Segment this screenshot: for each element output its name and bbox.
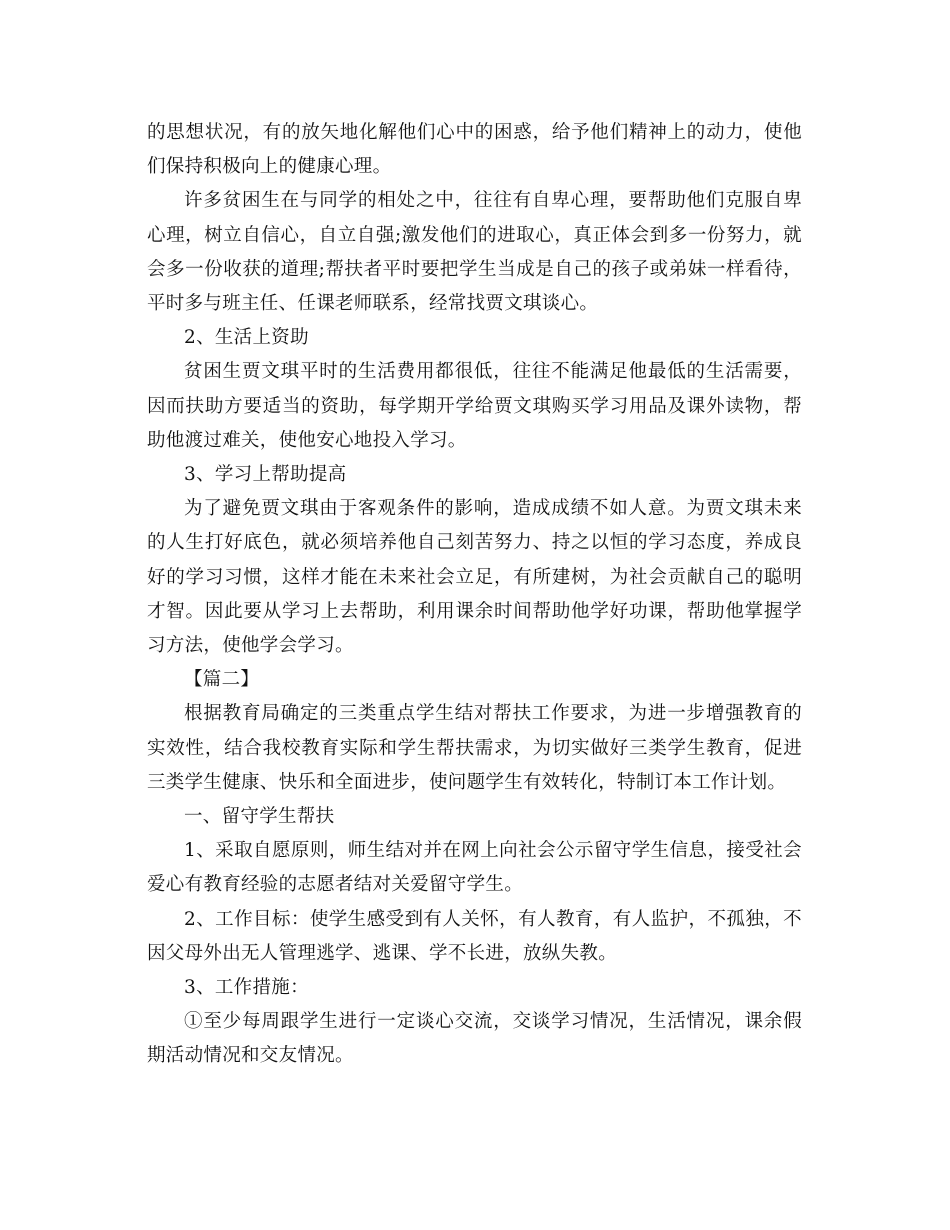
- heading-work-measures: 3、工作措施：: [184, 977, 309, 999]
- document-body: [147, 116, 802, 1074]
- paragraph-work-goal: 2、工作目标：使学生感受到有人关怀，有人教育，有人监护，不孤独，不因父母外出无人管理逃学、逃课、学不长进，放纵失教。: [147, 908, 802, 964]
- heading-living-aid: 2、生活上资助: [184, 327, 309, 349]
- heading-study-help: 3、学习上帮助提高: [184, 464, 347, 486]
- heading-left-behind-students: 一、留守学生帮扶: [184, 806, 335, 828]
- paragraph-voluntary-principle: 1、采取自愿原则，师生结对并在网上向社会公示留守学生信息，接受社会爱心有教育经验的志愿者结对关爱留守学生。: [147, 840, 802, 896]
- paragraph-weekly-talk: ①至少每周跟学生进行一定谈心交流，交谈学习情况，生活情况，课余假期活动情况和交友情况。: [147, 1011, 802, 1067]
- paragraph-continuation: 的思想状况，有的放矢地化解他们心中的困惑，给予他们精神上的动力，使他们保持积极向上的健康心理。: [147, 122, 802, 178]
- paragraph-plan-intro: 根据教育局确定的三类重点学生结对帮扶工作要求，为进一步增强教育的实效性，结合我校教育实际和学生帮扶需求，为切实做好三类学生教育，促进三类学生健康、快乐和全面进步，使问题学生有效转化，特制订本工作计划。: [147, 703, 802, 793]
- section-marker-part-two: 【篇二】: [184, 669, 260, 691]
- paragraph-study-help: 为了避免贾文琪由于客观条件的影响，造成成绩不如人意。为贾文琪未来的人生打好底色，就必须培养他自己刻苦努力、持之以恒的学习态度，养成良好的学习习惯，这样才能在未来社会立足，有所建树，为社会贡献自己的聪明才智。因此要从学习上去帮助，利用课余时间帮助他学好功课，帮助他掌握学习方法，使他学会学习。: [147, 498, 802, 657]
- paragraph-living-aid: 贫困生贾文琪平时的生活费用都很低，往往不能满足他最低的生活需要，因而扶助方要适当的资助，每学期开学给贾文琪购买学习用品及课外读物，帮助他渡过难关，使他安心地投入学习。: [147, 361, 802, 451]
- paragraph-self-esteem: 许多贫困生在与同学的相处之中，往往有自卑心理，要帮助他们克服自卑心理，树立自信心，自立自强;激发他们的进取心，真正体会到多一份努力，就会多一份收获的道理;帮扶者平时要把学生当成是自己的孩子或弟妹一样看待，平时多与班主任、任课老师联系，经常找贾文琪谈心。: [147, 190, 802, 315]
